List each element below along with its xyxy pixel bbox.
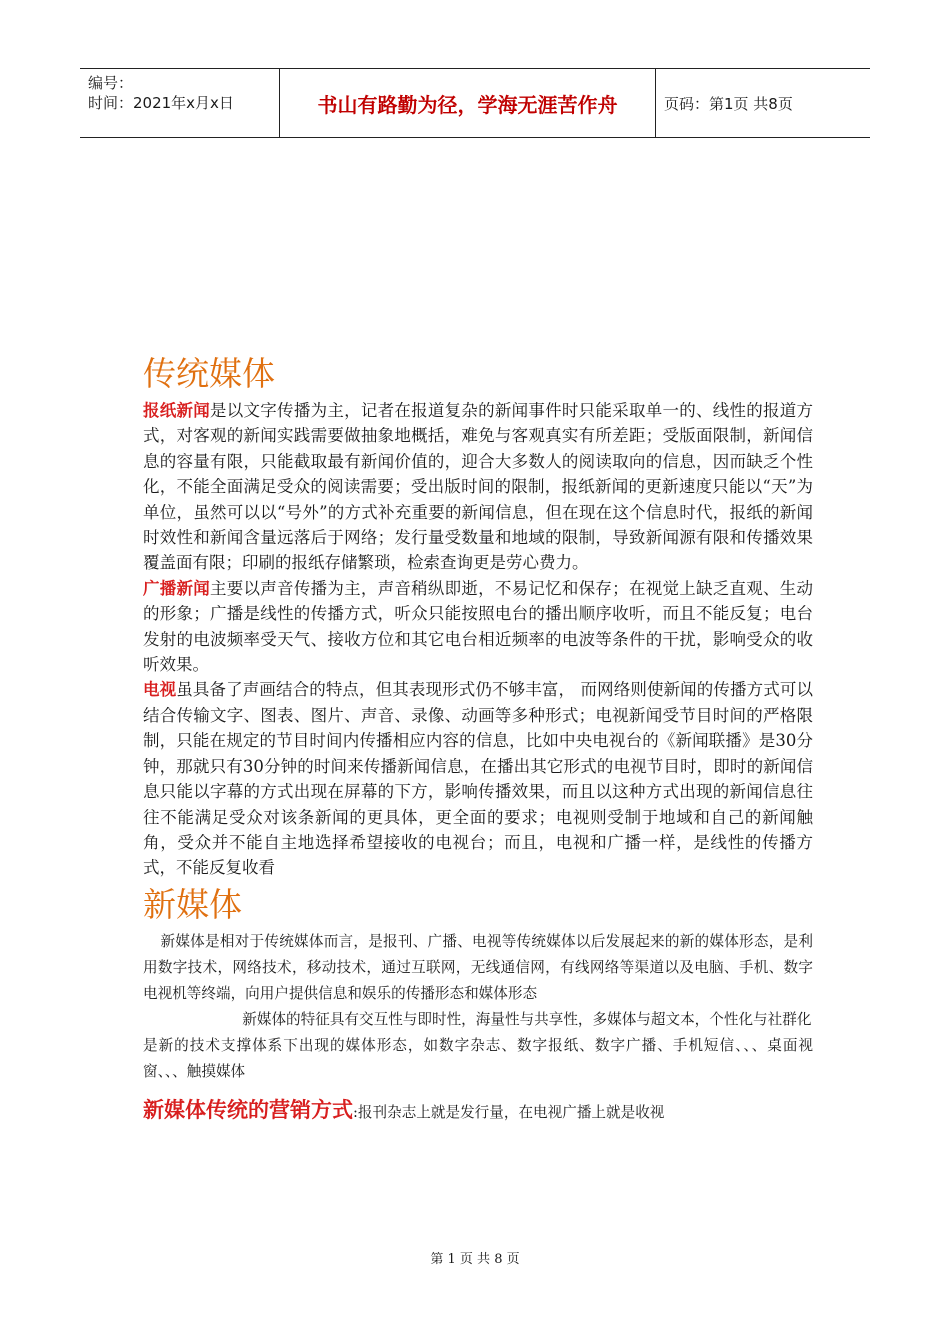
document-body — [143, 350, 813, 1126]
section-heading-new-media: 新媒体 — [143, 884, 242, 924]
doc-date: 时间：2021年x月x日 — [88, 94, 234, 112]
page-footer: 第 1 页 共 8 页 — [430, 1252, 520, 1267]
paragraph-new-media-forms: 是新的技术支撑体系下出现的媒体形态，如数字杂志、数字报纸、数字广播、手机短信、、、桌面视窗、、、触摸媒体 — [143, 1036, 813, 1080]
paragraph-tv — [143, 677, 813, 880]
text-newspaper: 是以文字传播为主，记者在报道复杂的新闻事件时只能采取单一的、线性的报道方式，对客观的新闻实践需要做抽象地概括，难免与客观真实有所差距；受版面限制，新闻信息的容量有限，只能截取最有新闻价值的，迎合大多数人的阅读取向的信息，因而缺乏个性化，不能全面满足受众的阅读需要；受出版时间的限制，报纸新闻的更新速度只能以“天”为单位，虽然可以以“号外”的方式补充重要的新闻信息，但在现在这个信息时代，报纸的新闻时效性和新闻含量远落后于网络；发行量受数量和地域的限制，导致新闻源有限和传播效果覆盖面有限；印刷的报纸存储繁琐，检索查询更是劳心费力。 — [143, 401, 814, 573]
paragraph-new-media-def: 新媒体是相对于传统媒体而言，是报刊、广播、电视等传统媒体以后发展起来的新的媒体形态，是利用数字技术，网络技术，移动技术，通过互联网，无线通信网，有线网络等渠道以及电脑、手机、数字电视机等终端，向用户提供信息和娱乐的传播形态和媒体形态 — [143, 932, 813, 1002]
label-newspaper: 报纸新闻 — [143, 401, 211, 420]
text-radio: 主要以声音传播为主，声音稍纵即逝，不易记忆和保存；在视觉上缺乏直观、生动的形象；广播是线性的传播方式，听众只能按照电台的播出顺序收听，而且不能反复；电台发射的电波频率受天气、接收方位和其它电台相近频率的电波等条件的干扰，影响受众的收听效果。 — [143, 578, 814, 675]
paragraph-radio — [143, 576, 813, 678]
doc-number: 编号： — [88, 74, 134, 92]
text-marketing: :报刊杂志上就是发行量，在电视广播上就是收视 — [353, 1103, 665, 1121]
label-tv: 电视 — [143, 680, 177, 700]
header-page-info: 页码：第1页 共8页 — [664, 94, 793, 113]
paragraph-newspaper — [143, 398, 813, 576]
page-header — [80, 68, 870, 138]
text-tv: 虽具备了声画结合的特点，但其表现形式仍不够丰富， 而网络则使新闻的传播方式可以结合传输文字、图表、图片、声音、录像、动画等多种形式；电视新闻受节目时间的严格限制，只能在规定的节目时间内传播相应内容的信息，比如中央电视台的《新闻联播》是30分钟，那就只有30分钟的时间来传播新闻信息，在播出其它形式的电视节目时，即时的新闻信息只能以字幕的方式出现在屏幕的下方，影响传播效果，而且以这种方式出现的新闻信息往往不能满足受众对该条新闻的更具体，更全面的要求；电视则受制于地域和自己的新闻触角，受众并不能自主地选择希望接收的电视台；而且，电视和广播一样，是线性的传播方式，不能反复收看 — [143, 680, 814, 878]
label-radio: 广播新闻 — [143, 578, 211, 598]
header-motto: 书山有路勤为径，学海无涯苦作舟 — [280, 69, 656, 137]
paragraph-new-media-features: 新媒体的特征具有交互性与即时性，海量性与共享性，多媒体与超文本，个性化与社群化 — [242, 1010, 812, 1028]
paragraph-marketing — [143, 1097, 813, 1126]
header-meta — [80, 69, 280, 137]
section-heading-traditional-media: 传统媒体 — [143, 354, 275, 393]
section-heading-marketing: 新媒体传统的营销方式 — [143, 1097, 353, 1122]
